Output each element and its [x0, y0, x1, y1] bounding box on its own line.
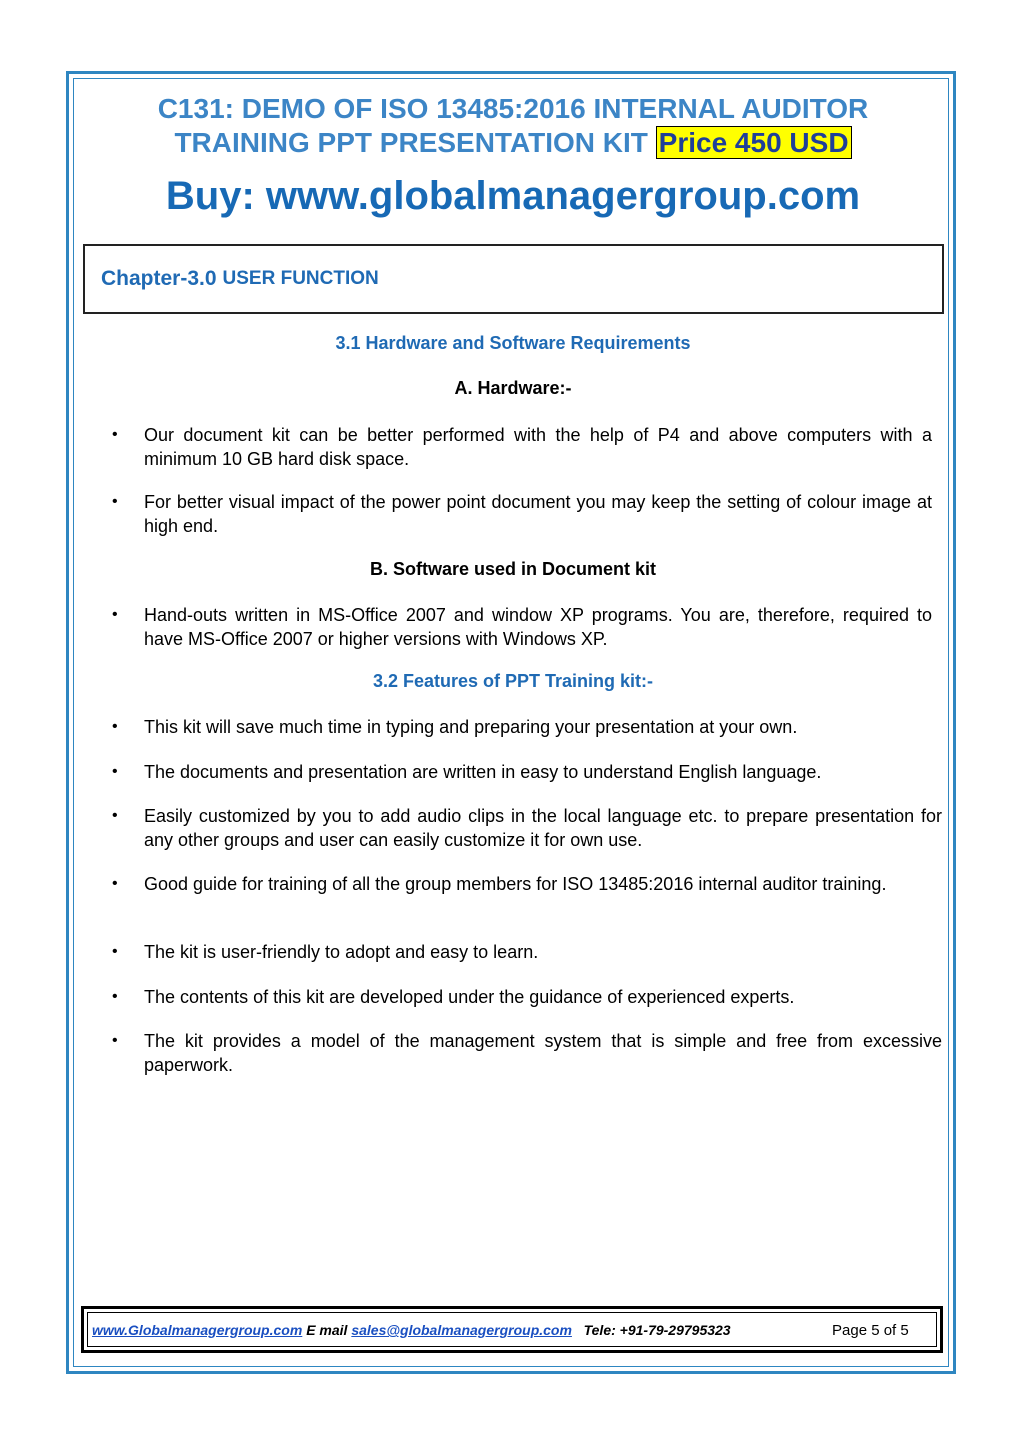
list-item-text: The kit provides a model of the management system that is simple and free from excessive paperwork. [144, 1031, 942, 1075]
hardware-heading: A. Hardware:- [454, 378, 572, 398]
page-number: Page 5 of 5 [832, 1322, 909, 1339]
list-item [112, 872, 942, 896]
list-item [112, 804, 942, 852]
bullet-icon: • [112, 1032, 118, 1049]
list-item [112, 985, 942, 1009]
chapter-name: USER FUNCTION [222, 268, 379, 289]
list-item-text: The contents of this kit are developed under the guidance of experienced experts. [144, 987, 795, 1007]
list-item [112, 760, 942, 784]
list-item [112, 715, 942, 739]
software-heading: B. Software used in Document kit [369, 559, 657, 579]
bullet-icon: • [112, 718, 118, 735]
list-item-text: This kit will save much time in typing and preparing your presentation at your own. [144, 717, 798, 737]
title-line-2: TRAINING PPT PRESENTATION KIT [174, 127, 648, 158]
list-item [112, 940, 942, 964]
list-item-text: The kit is user-friendly to adopt and easy to learn. [144, 942, 539, 962]
list-item-text: The documents and presentation are written in easy to understand English language. [144, 762, 822, 782]
title-line-1: C131: DEMO OF ISO 13485:2016 INTERNAL AUDITOR [157, 93, 869, 124]
footer-tele: Tele: +91-79-29795323 [583, 1322, 731, 1338]
footer-email-link[interactable]: sales@globalmanagergroup.com [351, 1322, 572, 1338]
bullet-icon: • [112, 807, 118, 824]
bullet-icon: • [112, 763, 118, 780]
list-item-text: Our document kit can be better performed with the help of P4 and above computers with a minimum 10 GB hard disk space. [144, 425, 932, 469]
list-item [112, 603, 942, 651]
bullet-icon: • [112, 606, 118, 623]
bullet-icon: • [112, 426, 118, 443]
list-item [112, 1029, 942, 1077]
bullet-icon: • [112, 943, 118, 960]
footer-contact [92, 1322, 731, 1338]
bullet-icon: • [112, 875, 118, 892]
bullet-icon: • [112, 988, 118, 1005]
list-item-text: Hand-outs written in MS-Office 2007 and window XP programs. You are, therefore, required to have MS-Office 2007 or higher versions with Windows XP. [144, 605, 932, 649]
list-item [112, 490, 942, 538]
footer-website-link[interactable]: www.Globalmanagergroup.com [92, 1322, 303, 1338]
title-line-2-wrapper [90, 126, 936, 160]
document-title [90, 92, 936, 160]
chapter-box [83, 244, 944, 314]
buy-link[interactable]: Buy: www.globalmanagergroup.com [165, 174, 861, 218]
list-item-text: For better visual impact of the power point document you may keep the setting of colour image at high end. [144, 492, 932, 536]
section-heading-3-2: 3.2 Features of PPT Training kit:- [372, 671, 654, 691]
list-item [112, 423, 942, 471]
bullet-icon: • [112, 493, 118, 510]
footer-email-label: E mail [306, 1322, 348, 1338]
section-heading-3-1: 3.1 Hardware and Software Requirements [335, 333, 691, 353]
price-badge: Price 450 USD [656, 126, 852, 159]
list-item-text: Easily customized by you to add audio clips in the local language etc. to prepare presentation for any other groups and user can easily customize it for own use. [144, 806, 942, 850]
list-item-text: Good guide for training of all the group members for ISO 13485:2016 internal auditor training. [144, 874, 887, 894]
chapter-label: Chapter-3.0 [101, 267, 217, 290]
